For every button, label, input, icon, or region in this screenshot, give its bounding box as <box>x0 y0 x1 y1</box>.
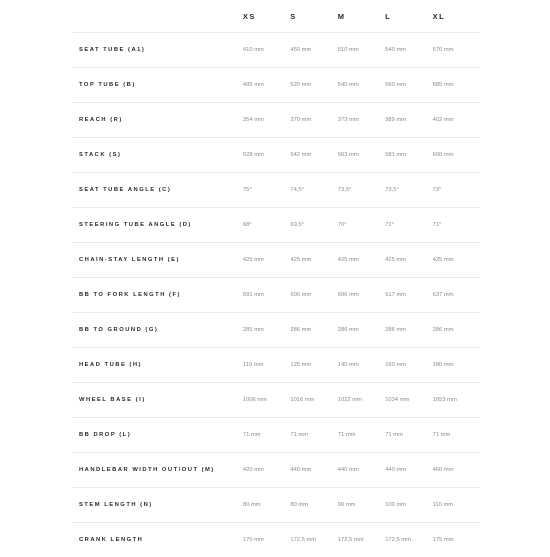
table-cell: 286 mm <box>290 327 312 333</box>
table-cell: 170 mm <box>242 537 264 543</box>
table-cell: 425 mm <box>290 257 312 263</box>
table-cell: 90 mm <box>337 502 356 508</box>
table-row <box>72 32 480 67</box>
row-label: BB TO GROUND (G) <box>79 327 159 333</box>
table-cell: 510 mm <box>337 47 359 53</box>
table-cell: 110 mm <box>242 362 264 368</box>
row-label: TOP TUBE (B) <box>79 82 136 88</box>
table-cell: 591 mm <box>242 292 264 298</box>
table-cell: 425 mm <box>385 257 407 263</box>
size-header-xl: XL <box>432 11 446 21</box>
table-cell: 570 mm <box>432 47 454 53</box>
table-cell: 175 mm <box>432 537 454 543</box>
table-cell: 1006 mm <box>242 397 268 403</box>
table-cell: 80 mm <box>290 502 309 508</box>
table-cell: 125 mm <box>290 362 312 368</box>
table-cell: 172,5 mm <box>385 537 411 543</box>
table-row <box>72 417 480 452</box>
table-cell: 528 mm <box>242 152 264 158</box>
size-header-s: S <box>290 11 297 21</box>
table-cell: 600 mm <box>432 152 454 158</box>
table-cell: 75° <box>242 187 252 193</box>
table-row <box>72 452 480 487</box>
table-cell: 540 mm <box>337 82 359 88</box>
table-cell: 389 mm <box>385 117 407 123</box>
row-label: BB DROP (L) <box>79 432 132 438</box>
table-cell: 542 mm <box>290 152 312 158</box>
table-cell: 402 mm <box>432 117 454 123</box>
table-cell: 73,5° <box>385 187 399 193</box>
table-row <box>72 242 480 277</box>
table-cell: 370 mm <box>290 117 312 123</box>
size-header-xs: XS <box>242 11 257 21</box>
table-cell: 560 mm <box>385 82 407 88</box>
table-cell: 160 mm <box>385 362 407 368</box>
table-row <box>72 312 480 347</box>
table-cell: 285 mm <box>242 327 264 333</box>
table-cell: 180 mm <box>432 362 454 368</box>
table-cell: 585 mm <box>432 82 454 88</box>
table-row <box>72 207 480 242</box>
table-cell: 100 mm <box>385 502 407 508</box>
table-row <box>72 277 480 312</box>
table-row <box>72 137 480 172</box>
table-row <box>72 522 480 557</box>
table-cell: 581 mm <box>385 152 407 158</box>
table-cell: 71 mm <box>337 432 356 438</box>
row-label: SEAT TUBE (A1) <box>79 47 146 53</box>
table-cell: 71° <box>432 222 442 228</box>
row-label: SEAT TUBE ANGLE (C) <box>79 187 172 193</box>
table-cell: 73,5° <box>337 187 352 193</box>
table-cell: 373 mm <box>337 117 359 123</box>
table-row <box>72 67 480 102</box>
row-label: REACH (R) <box>79 117 123 123</box>
row-label: STACK (S) <box>79 152 122 158</box>
table-body <box>72 32 480 557</box>
table-cell: 68° <box>242 222 252 228</box>
table-cell: 286 mm <box>385 327 407 333</box>
table-cell: 495 mm <box>242 82 264 88</box>
row-label: CRANK LENGTH <box>79 537 144 543</box>
table-cell: 286 mm <box>432 327 454 333</box>
size-header-row <box>72 0 480 32</box>
table-cell: 71 mm <box>242 432 261 438</box>
table-cell: 520 mm <box>290 82 312 88</box>
row-label: HEAD TUBE (H) <box>79 362 142 368</box>
table-cell: 71° <box>385 222 394 228</box>
table-cell: 637 mm <box>432 292 454 298</box>
geometry-table <box>72 0 480 557</box>
table-cell: 354 mm <box>242 117 264 123</box>
table-row <box>72 102 480 137</box>
table-cell: 1016 mm <box>290 397 315 403</box>
table-cell: 440 mm <box>385 467 407 473</box>
table-cell: 425 mm <box>432 257 454 263</box>
table-cell: 1022 mm <box>337 397 362 403</box>
table-cell: 450 mm <box>290 47 312 53</box>
table-row <box>72 487 480 522</box>
table-cell: 425 mm <box>242 257 264 263</box>
table-cell: 140 mm <box>337 362 359 368</box>
row-label: STEM LENGTH (N) <box>79 502 153 508</box>
table-cell: 1053 mm <box>432 397 457 403</box>
table-cell: 460 mm <box>432 467 454 473</box>
row-label: HANDLEBAR WIDTH OUT/OUT (M) <box>79 467 215 473</box>
table-cell: 440 mm <box>290 467 312 473</box>
table-cell: 617 mm <box>385 292 407 298</box>
table-cell: 420 mm <box>242 467 264 473</box>
table-row <box>72 382 480 417</box>
table-row <box>72 347 480 382</box>
row-label: BB TO FORK LENGTH (F) <box>79 292 181 298</box>
table-cell: 286 mm <box>337 327 359 333</box>
table-cell: 69,5° <box>290 222 304 228</box>
table-row <box>72 172 480 207</box>
size-header-l: L <box>385 11 392 21</box>
table-cell: 172,5 mm <box>290 537 317 543</box>
table-cell: 410 mm <box>242 47 264 53</box>
table-cell: 71 mm <box>290 432 309 438</box>
row-label: STEERING TUBE ANGLE (D) <box>79 222 192 228</box>
table-cell: 74,5° <box>290 187 304 193</box>
table-cell: 425 mm <box>337 257 359 263</box>
table-cell: 540 mm <box>385 47 407 53</box>
row-label: WHEEL BASE (I) <box>79 397 146 403</box>
table-cell: 110 mm <box>432 502 454 508</box>
table-cell: 440 mm <box>337 467 359 473</box>
table-cell: 71 mm <box>385 432 403 438</box>
table-cell: 600 mm <box>290 292 312 298</box>
row-label: CHAIN-STAY LENGTH (E) <box>79 257 180 263</box>
table-cell: 1034 mm <box>385 397 410 403</box>
table-cell: 71 mm <box>432 432 451 438</box>
table-cell: 70° <box>337 222 347 228</box>
table-cell: 73° <box>432 187 442 193</box>
table-cell: 80 mm <box>242 502 261 508</box>
table-cell: 606 mm <box>337 292 359 298</box>
table-cell: 172,5 mm <box>337 537 364 543</box>
size-header-m: M <box>337 11 346 21</box>
table-cell: 563 mm <box>337 152 359 158</box>
